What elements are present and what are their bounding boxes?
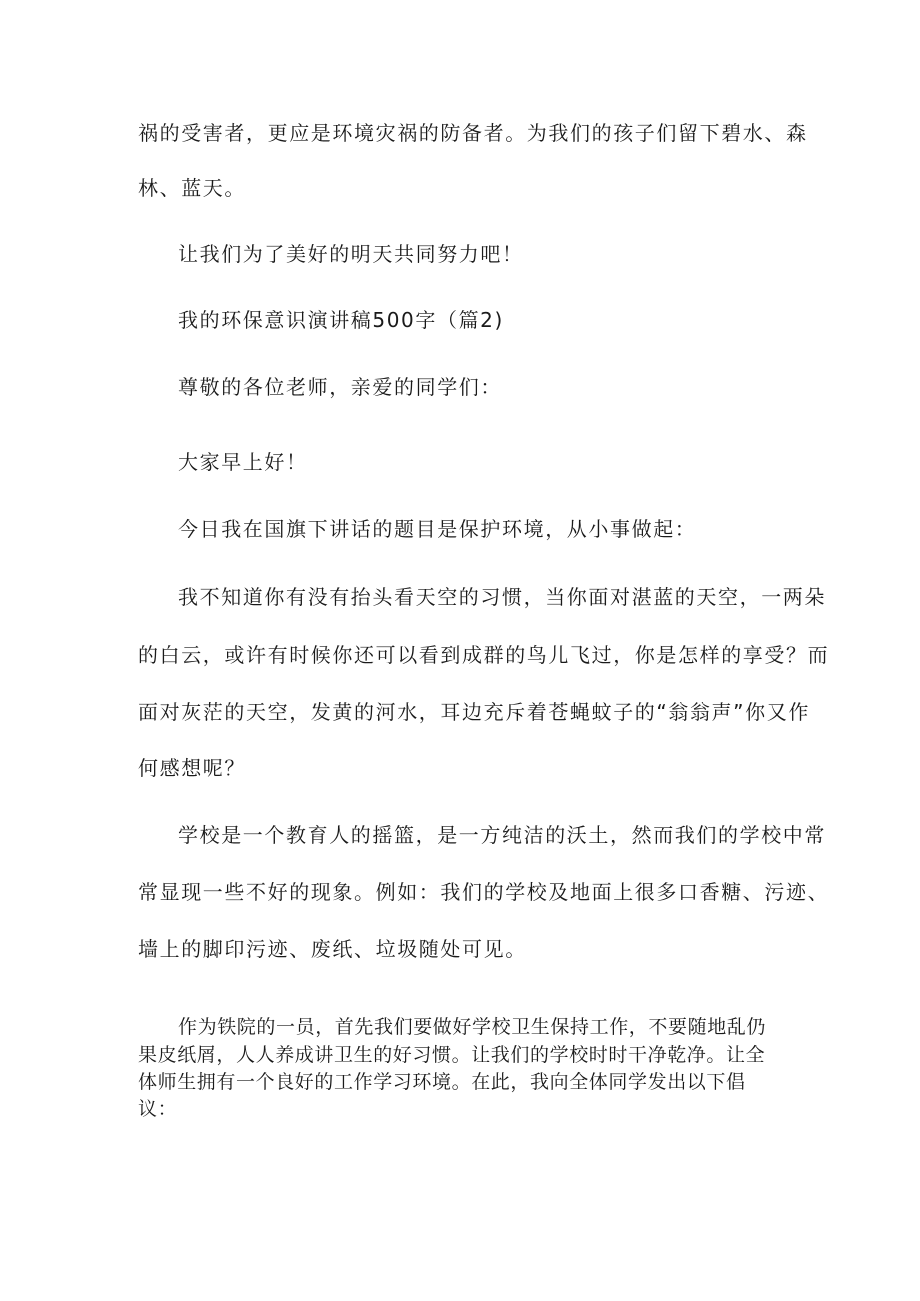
paragraph-line: 我不知道你有没有抬头看天空的习惯，当你面对湛蓝的天空，一两朵 — [178, 585, 826, 609]
paragraph-line: 面对灰茫的天空，发黄的河水，耳边充斥着苍蝇蚊子的“翁翁声”你又作 — [138, 700, 810, 724]
topic-line: 今日我在国旗下讲话的题目是保护环境，从小事做起： — [178, 517, 697, 541]
paragraph-line: 作为铁院的一员，首先我们要做好学校卫生保持工作，不要随地乱仍 — [178, 1016, 767, 1038]
section-title: 我的环保意识演讲稿500字（篇2) — [178, 308, 504, 332]
paragraph-line: 果皮纸屑，人人养成讲卫生的好习惯。让我们的学校时时干净乾净。让全 — [138, 1044, 766, 1066]
paragraph-line: 学校是一个教育人的摇篮，是一方纯洁的沃土，然而我们的学校中常 — [178, 823, 826, 847]
closing-line: 让我们为了美好的明天共同努力吧！ — [178, 242, 524, 266]
paragraph-line: 墙上的脚印污迹、废纸、垃圾随处可见。 — [138, 937, 527, 961]
paragraph-line: 体师生拥有一个良好的工作学习环境。在此，我向全体同学发出以下倡 — [138, 1071, 746, 1093]
paragraph-line: 林、蓝天。 — [138, 176, 246, 200]
greeting: 大家早上好！ — [178, 450, 308, 474]
salutation: 尊敬的各位老师，亲爱的同学们： — [178, 375, 502, 399]
paragraph-line: 的白云，或许有时候你还可以看到成群的鸟儿飞过，你是怎样的享受？而 — [138, 643, 830, 667]
paragraph-line: 祸的受害者，更应是环境灾祸的防备者。为我们的孩子们留下碧水、森 — [138, 121, 808, 145]
paragraph-line: 常显现一些不好的现象。例如：我们的学校及地面上很多口香糖、污迹、 — [138, 880, 830, 904]
paragraph-line: 何感想呢？ — [138, 756, 246, 780]
paragraph-line: 议： — [138, 1098, 178, 1120]
